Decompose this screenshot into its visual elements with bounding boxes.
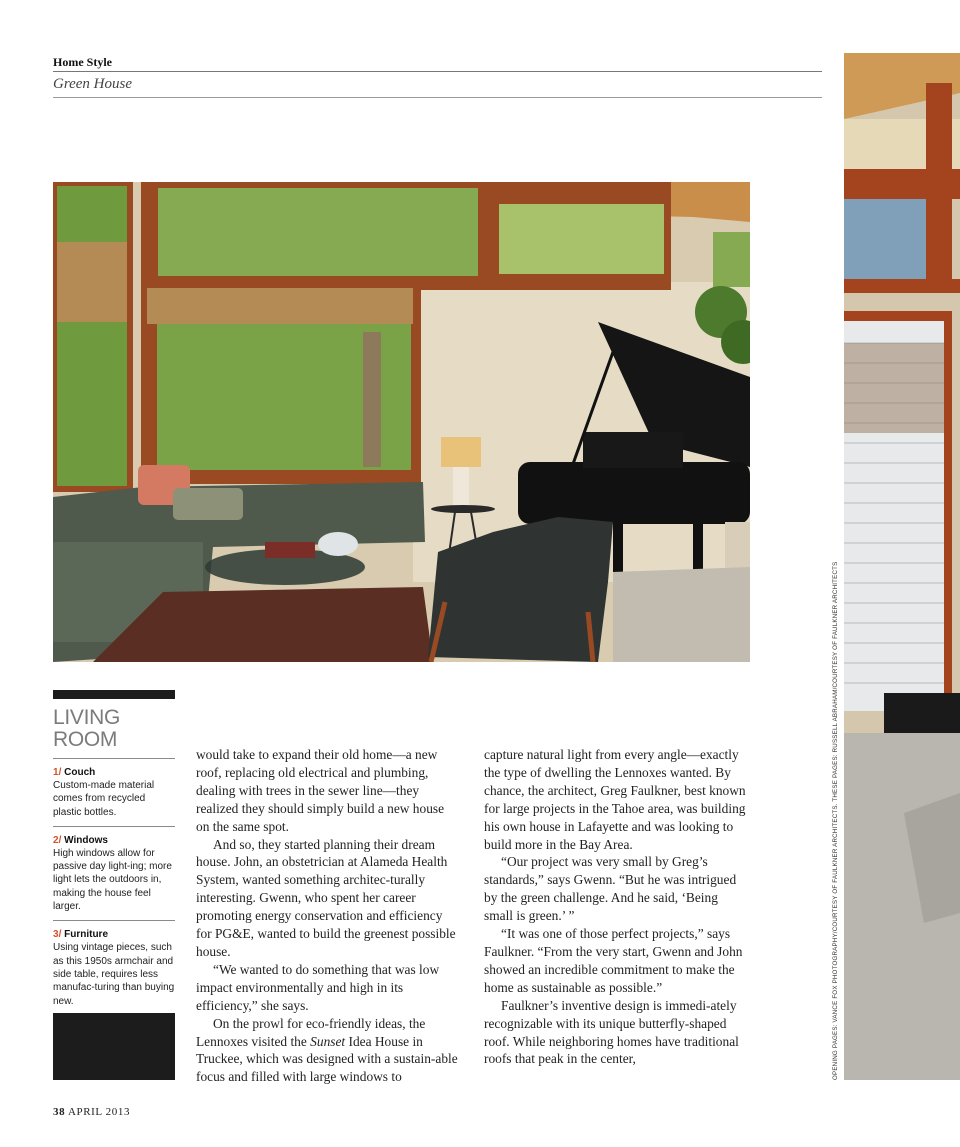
item-heading: Furniture xyxy=(64,929,109,941)
header-rule xyxy=(53,71,822,72)
living-room-sidebar xyxy=(53,690,175,1008)
photo-credit: OPENING PAGES: VANCE FOX PHOTOGRAPHY/COURTESY OF FAULKNER ARCHITECTS. THESE PAGES: RUSSELL ABRAHAM/COURTESY OF FAULKNER ARCHITECTS xyxy=(832,561,839,1080)
item-number: 2 xyxy=(53,834,59,846)
paragraph: “Our project was very small by Greg’s standards,” says Gwenn. “But he was intrigued by the green challenge. And he said, ‘Being small is green.’ ” xyxy=(484,854,737,924)
item-body: High windows allow for passive day light-ing; more light lets the outdoors in, making the house feel larger. xyxy=(53,847,172,913)
item-number: 3 xyxy=(53,929,59,941)
paragraph xyxy=(196,1015,458,1087)
sidebar-rule xyxy=(53,758,175,759)
article-column-2 xyxy=(484,746,746,1068)
sidebar-title xyxy=(53,707,175,751)
paragraph: Faulkner’s inventive design is immedi-ately recognizable with its unique butterfly-shaped roof. While neighboring homes have traditional roofs that peak in the center, xyxy=(484,997,739,1067)
sidebar-rule xyxy=(53,826,175,827)
item-heading: Couch xyxy=(64,767,96,778)
sidebar-item xyxy=(53,766,175,819)
sidebar-top-bar xyxy=(53,690,175,699)
paragraph: “We wanted to do something that was low impact environmentally and high in its efficiency,” she says. xyxy=(196,961,440,1013)
section-label: Home Style xyxy=(53,55,112,69)
exterior-photo xyxy=(844,53,960,1080)
paragraph: would take to expand their old home—a new roof, replacing old electrical and plumbing, dealing with trees in the sewer line—they realized they should simply build a new house on the same spot. xyxy=(196,747,445,834)
item-heading: Windows xyxy=(64,834,108,846)
paragraph-text: Idea House in Truckee, which was designed with a sustain-able focus and filled with large windows to xyxy=(196,1033,458,1085)
sidebar-item xyxy=(53,834,175,913)
sidebar-title-line-1: LIVING xyxy=(53,706,121,729)
sidebar-bottom-block xyxy=(53,1013,175,1080)
paragraph: “It was one of those perfect projects,” says Faulkner. “From the very start, Gwenn and John showed an incredible commitment to make the home as sustainable as possible.” xyxy=(484,926,743,995)
sidebar-item-head: 2/ Windows xyxy=(53,834,108,846)
folio xyxy=(53,1106,130,1118)
paragraph-text: On the prowl for eco-friendly ideas, the Lennoxes visited the xyxy=(196,1015,426,1049)
living-room-photo xyxy=(53,182,750,662)
sidebar-rule xyxy=(53,920,175,921)
sidebar-item xyxy=(53,928,175,1007)
item-body: Using vintage pieces, such as this 1950s armchair and side table, requires less manufac-turing than buying new. xyxy=(53,942,175,1007)
item-number: 1 xyxy=(53,767,59,778)
subheader-rule xyxy=(53,97,822,98)
sidebar-item-head: 1/ Couch xyxy=(53,767,96,778)
page-number: 38 xyxy=(53,1106,66,1118)
item-body: Custom-made material comes from recycled plastic bottles. xyxy=(53,780,155,818)
sidebar-title-line-2: ROOM xyxy=(53,728,118,751)
paragraph: capture natural light from every angle—exactly the type of dwelling the Lennoxes wanted. By chance, the architect, Greg Faulkner, best known for large projects in the Tahoe area, was building his own house in Lafayette and was looking to build more in the Bay Area. xyxy=(484,747,746,852)
sidebar-item-head: 3/ Furniture xyxy=(53,929,109,941)
subsection-title: Green House xyxy=(53,76,133,92)
issue-date: APRIL 2013 xyxy=(67,1106,131,1118)
magazine-name: Sunset xyxy=(310,1033,346,1049)
paragraph: And so, they started planning their dream house. John, an obstetrician at Alameda Health System, wanted something architec-turally interesting. Gwenn, who spent her career promoting energy conservation and efficiency for PG&E, wanted to build the greenest possible house. xyxy=(196,836,456,959)
article-column-1 xyxy=(196,746,458,1086)
